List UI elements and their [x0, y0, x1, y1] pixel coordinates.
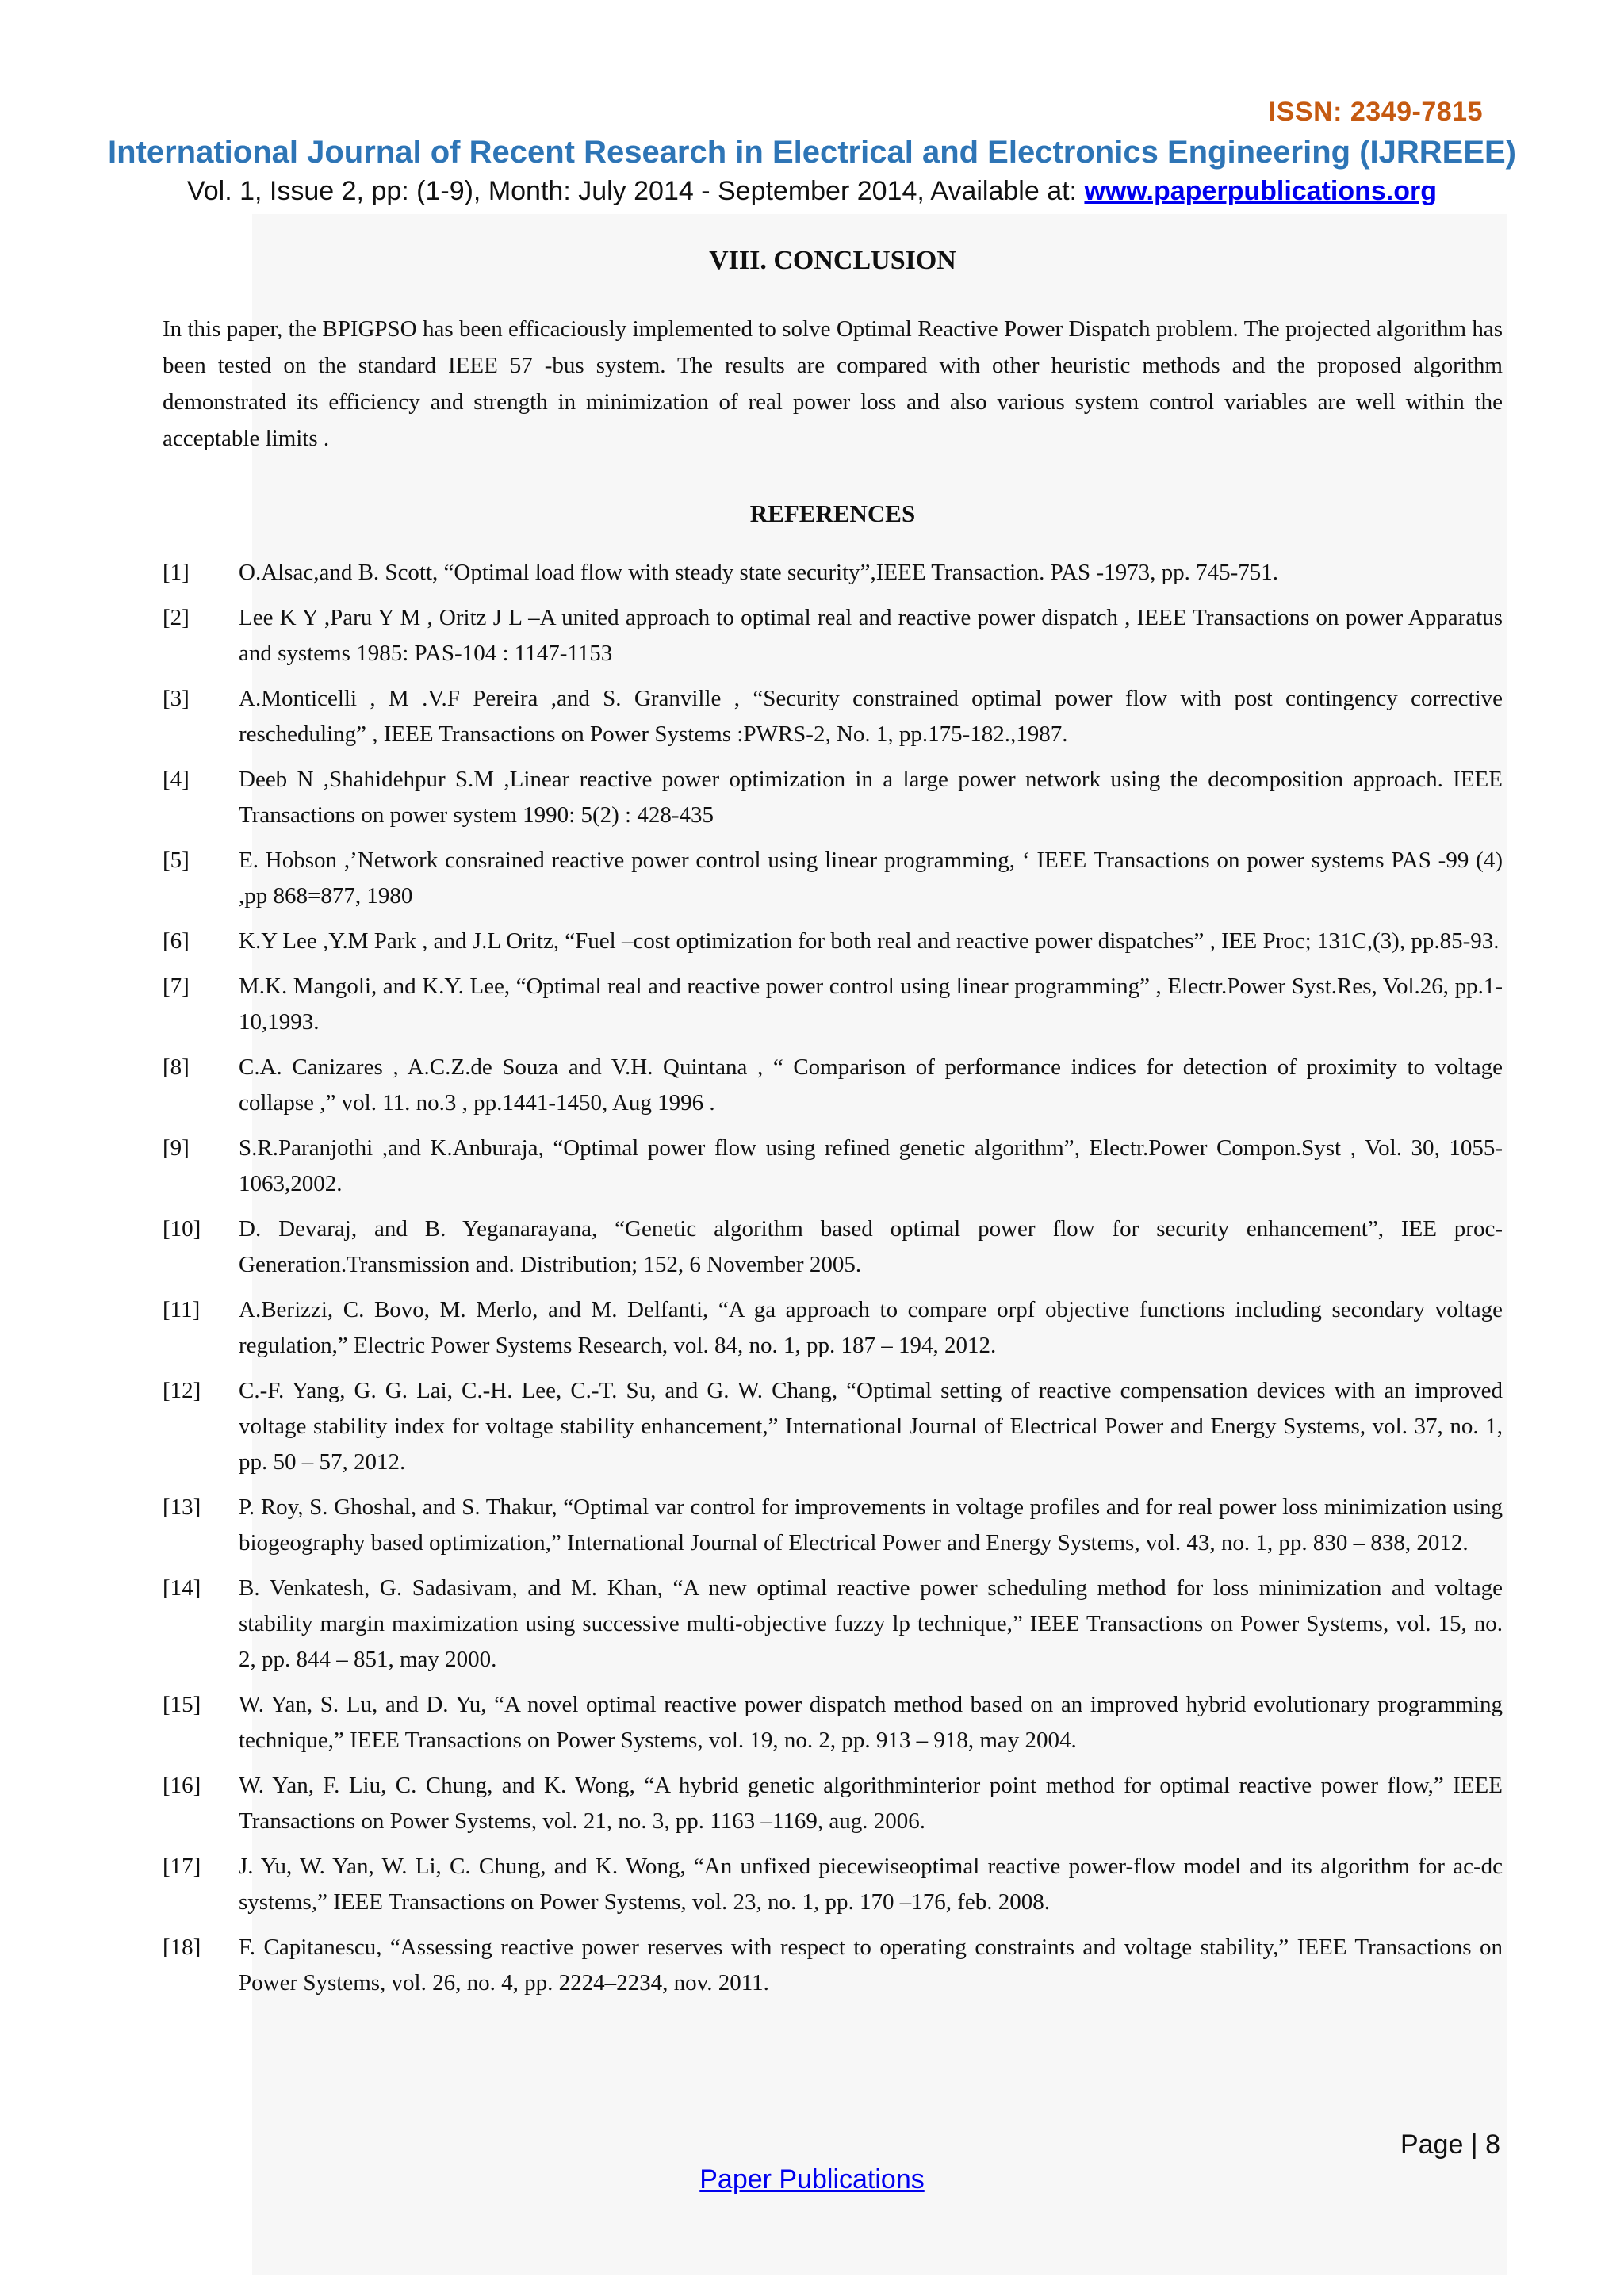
- reference-text: J. Yu, W. Yan, W. Li, C. Chung, and K. Wong, “An unfixed piecewiseoptimal reactive power-flow model and its algorithm for ac-dc systems,” IEEE Transactions on Power Systems, vol. 23, no. 1, pp. 170 –176, feb. 2008.: [239, 1854, 1503, 1915]
- reference-text: F. Capitanescu, “Assessing reactive power reserves with respect to operating constraints and voltage stability,” IEEE Transactions on Power Systems, vol. 26, no. 4, pp. 2224–2234, nov. 2011.: [239, 1934, 1503, 1996]
- reference-text: P. Roy, S. Ghoshal, and S. Thakur, “Optimal var control for improvements in voltage profiles and for real power loss minimization using biogeography based optimization,” International Journal of Electrical Power and Energy Systems, vol. 43, no. 1, pp. 830 – 838, 2012.: [239, 1494, 1503, 1556]
- reference-item: [163, 1930, 1503, 2001]
- reference-text: Deeb N ,Shahidehpur S.M ,Linear reactive power optimization in a large power network using the decomposition approach. IEEE Transactions on power system 1990: 5(2) : 428-435: [239, 767, 1503, 828]
- reference-item: [163, 1050, 1503, 1121]
- reference-number: [18]: [163, 1934, 201, 1960]
- reference-text: K.Y Lee ,Y.M Park , and J.L Oritz, “Fuel –cost optimization for both real and reactive power dispatches” , IEE Proc; 131C,(3), pp.85-93.: [239, 928, 1500, 954]
- reference-item: [163, 555, 1503, 591]
- reference-number: [2]: [163, 605, 190, 630]
- reference-item: [163, 681, 1503, 752]
- publisher-link[interactable]: Paper Publications: [699, 2164, 925, 2195]
- main-content: [163, 246, 1503, 2011]
- reference-number: [13]: [163, 1494, 201, 1520]
- reference-item: [163, 1211, 1503, 1283]
- reference-number: [8]: [163, 1054, 190, 1080]
- reference-text: Lee K Y ,Paru Y M , Oritz J L –A united approach to optimal real and reactive power dispatch , IEEE Transactions on power Apparatus and systems 1985: PAS-104 : 1147-1153: [239, 605, 1503, 666]
- reference-number: [14]: [163, 1575, 201, 1601]
- reference-item: [163, 924, 1503, 959]
- reference-text: C.-F. Yang, G. G. Lai, C.-H. Lee, C.-T. Su, and G. W. Chang, “Optimal setting of reactive compensation devices with an improved voltage stability index for voltage stability enhancement,” International Journal of Electrical Power and Energy Systems, vol. 37, no. 1, pp. 50 – 57, 2012.: [239, 1378, 1503, 1475]
- volume-info-line: [0, 176, 1624, 207]
- reference-item: [163, 600, 1503, 672]
- reference-item: [163, 1490, 1503, 1561]
- reference-number: [16]: [163, 1773, 201, 1798]
- reference-text: W. Yan, S. Lu, and D. Yu, “A novel optimal reactive power dispatch method based on an improved hybrid evolutionary programming technique,” IEEE Transactions on Power Systems, vol. 19, no. 2, pp. 913 – 918, may 2004.: [239, 1692, 1503, 1753]
- reference-number: [12]: [163, 1378, 201, 1403]
- website-link[interactable]: www.paperpublications.org: [1084, 176, 1438, 206]
- reference-number: [5]: [163, 848, 190, 873]
- references-list: [163, 555, 1503, 2001]
- footer: [0, 2164, 1624, 2195]
- reference-text: D. Devaraj, and B. Yeganarayana, “Genetic algorithm based optimal power flow for security enhancement”, IEE proc-Generation.Transmission and. Distribution; 152, 6 November 2005.: [239, 1216, 1503, 1277]
- volume-info-text: Vol. 1, Issue 2, pp: (1-9), Month: July 2014 - September 2014, Available at:: [186, 176, 1085, 206]
- reference-text: S.R.Paranjothi ,and K.Anburaja, “Optimal power flow using refined genetic algorithm”, Electr.Power Compon.Syst , Vol. 30, 1055-1063,2002.: [239, 1135, 1503, 1196]
- reference-item: [163, 1292, 1503, 1364]
- reference-item: [163, 1687, 1503, 1758]
- reference-item: [163, 1131, 1503, 1202]
- reference-text: A.Berizzi, C. Bovo, M. Merlo, and M. Delfanti, “A ga approach to compare orpf objective functions including secondary voltage regulation,” Electric Power Systems Research, vol. 84, no. 1, pp. 187 – 194, 2012.: [239, 1297, 1503, 1358]
- reference-item: [163, 969, 1503, 1040]
- reference-item: [163, 762, 1503, 833]
- reference-item: [163, 1571, 1503, 1678]
- reference-text: B. Venkatesh, G. Sadasivam, and M. Khan, “A new optimal reactive power scheduling method for loss minimization and voltage stability margin maximization using successive multi-objective fuzzy lp technique,” IEEE Transactions on Power Systems, vol. 15, no. 2, pp. 844 – 851, may 2000.: [239, 1575, 1503, 1672]
- reference-number: [15]: [163, 1692, 201, 1717]
- reference-number: [6]: [163, 928, 190, 954]
- reference-item: [163, 843, 1503, 914]
- reference-number: [17]: [163, 1854, 201, 1879]
- reference-text: A.Monticelli , M .V.F Pereira ,and S. Granville , “Security constrained optimal power flow with post contingency corrective rescheduling” , IEEE Transactions on Power Systems :PWRS-2, No. 1, pp.175-182.,1987.: [239, 686, 1503, 747]
- reference-number: [7]: [163, 974, 190, 999]
- conclusion-paragraph: In this paper, the BPIGPSO has been efficaciously implemented to solve Optimal Reactive Power Dispatch problem. The projected algorithm has been tested on the standard IEEE 57 -bus system. The results are compared with other heuristic methods and the proposed algorithm demonstrated its efficiency and strength in minimization of real power loss and also various system control variables are well within the acceptable limits .: [163, 316, 1503, 451]
- reference-text: M.K. Mangoli, and K.Y. Lee, “Optimal real and reactive power control using linear programming” , Electr.Power Syst.Res, Vol.26, pp.1-10,1993.: [239, 974, 1503, 1035]
- reference-text: E. Hobson ,’Network consrained reactive power control using linear programming, ‘ IEEE Transactions on power systems PAS -99 (4) ,pp 868=877, 1980: [239, 848, 1503, 909]
- reference-item: [163, 1373, 1503, 1480]
- reference-item: [163, 1849, 1503, 1920]
- reference-item: [163, 1768, 1503, 1839]
- reference-number: [1]: [163, 560, 190, 585]
- reference-number: [3]: [163, 686, 190, 711]
- references-heading: REFERENCES: [749, 499, 916, 527]
- reference-number: [4]: [163, 767, 190, 792]
- conclusion-heading: VIII. CONCLUSION: [709, 246, 956, 275]
- reference-number: [11]: [163, 1297, 201, 1322]
- reference-number: [10]: [163, 1216, 201, 1242]
- reference-number: [9]: [163, 1135, 190, 1161]
- journal-title: International Journal of Recent Research in Electrical and Electronics Engineering (IJRREEE): [107, 135, 1516, 170]
- page-number: Page | 8: [1400, 2130, 1500, 2160]
- reference-text: C.A. Canizares , A.C.Z.de Souza and V.H. Quintana , “ Comparison of performance indices for detection of proximity to voltage collapse ,” vol. 11. no.3 , pp.1441-1450, Aug 1996 .: [239, 1054, 1503, 1115]
- issn-label: ISSN: 2349-7815: [1268, 97, 1483, 127]
- reference-text: O.Alsac,and B. Scott, “Optimal load flow with steady state security”,IEEE Transaction. PAS -1973, pp. 745-751.: [239, 560, 1279, 585]
- reference-text: W. Yan, F. Liu, C. Chung, and K. Wong, “A hybrid genetic algorithminterior point method for optimal reactive power flow,” IEEE Transactions on Power Systems, vol. 21, no. 3, pp. 1163 –1169, aug. 2006.: [239, 1773, 1503, 1834]
